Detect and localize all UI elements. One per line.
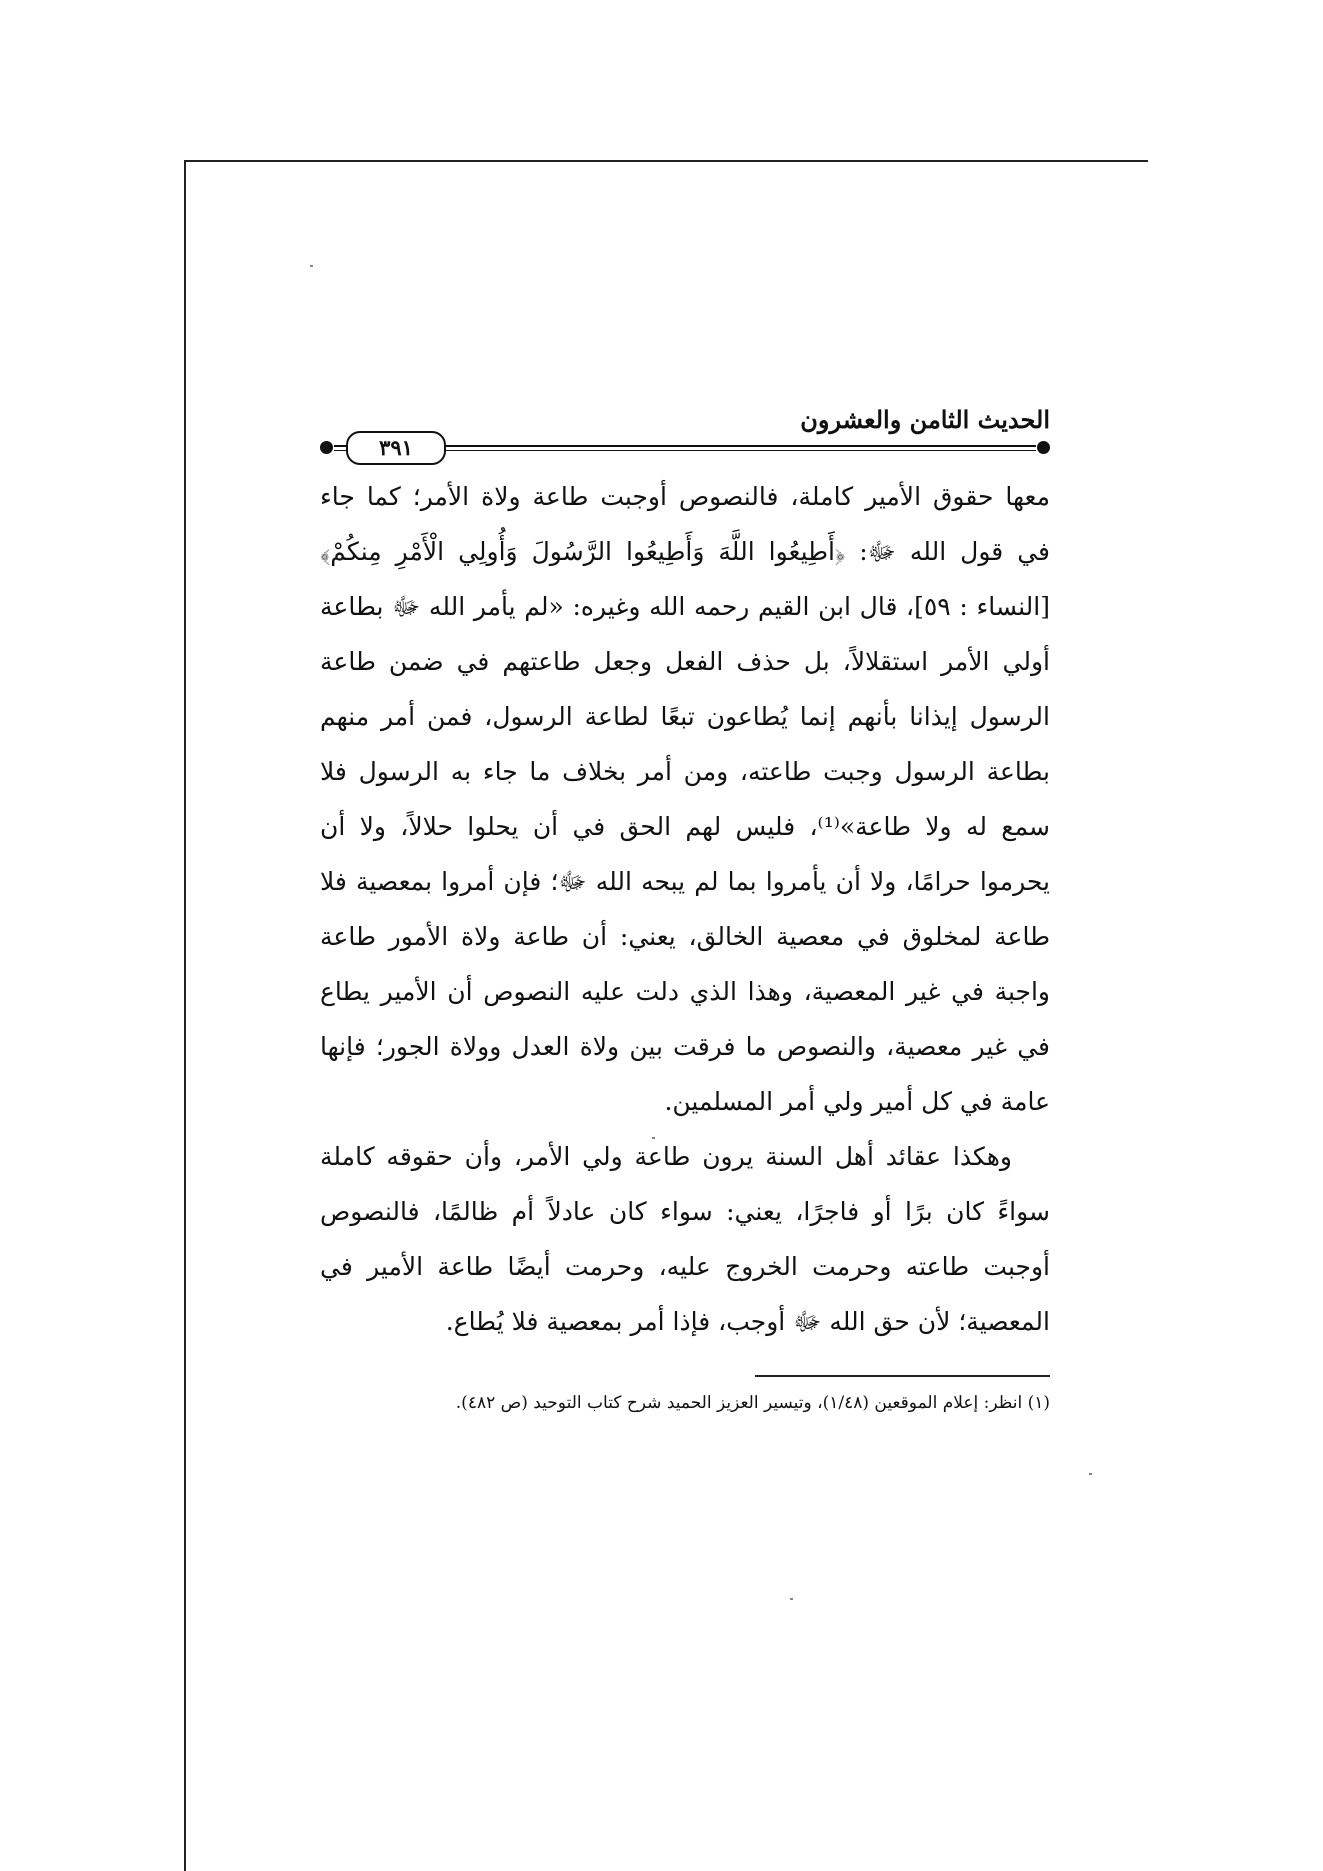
page-content [320,405,1050,1413]
page-frame-left-rule [184,160,186,1871]
paragraph: معها حقوق الأمير كاملة، فالنصوص أوجبت طاعة ولاة الأمر؛ كما جاء في قول الله ﷻ: ﴿أَطِيعُوا اللَّهَ وَأَطِيعُوا الرَّسُولَ وَأُولِي الْأَمْرِ مِنكُمْ﴾[النساء : ٥٩]، قال ابن القيم رحمه الله وغيره: «لم يأمر الله ﷻ بطاعة أولي الأمر استقلالاً، بل حذف الفعل وجعل طاعتهم في ضمن طاعة الرسول إيذانا بأنهم إنما يُطاعون تبعًا لطاعة الرسول، فمن أمر منهم بطاعة الرسول وجبت طاعته، ومن أمر بخلاف ما جاء به الرسول فلا سمع له ولا طاعة»⁽¹⁾، فليس لهم الحق في أن يحلوا حلالاً، ولا أن يحرموا حرامًا، ولا أن يأمروا بما لم يبحه الله ﷻ؛ فإن أمروا بمعصية فلا طاعة لمخلوق في معصية الخالق، يعني: أن طاعة ولاة الأمور طاعة واجبة في غير المعصية، وهذا الذي دلت عليه النصوص أن الأمير يطاع في غير معصية، والنصوص ما فرقت بين ولاة العدل وولاة الجور؛ فإنها عامة في كل أمير ولي أمر المسلمين. [320,482,1051,1116]
page-frame-top-rule [184,160,1148,162]
footnote-separator [755,1375,1050,1377]
scan-speck [790,1598,793,1600]
footnote: (١) انظر: إعلام الموقعين (١/٤٨)، وتيسير العزيز الحميد شرح كتاب التوحيد (ص ٤٨٢). [455,1393,1050,1413]
running-header [320,405,1050,463]
page-number: ٣٩١ [346,431,446,465]
ornament-dot-icon [1037,441,1050,454]
chapter-title: الحديث الثامن والعشرون [800,405,1050,434]
scan-speck [1089,1473,1092,1475]
scan-speck [310,265,313,267]
ornament-dot-icon [320,441,333,454]
main-text [320,469,1050,1349]
paragraph: وهكذا عقائد أهل السنة يرون طاعة ولي الأمر، وأن حقوقه كاملة سواءً كان برًا أو فاجرًا، يعني: سواء كان عادلاً أم ظالمًا، فالنصوص أوجبت طاعته وحرمت الخروج عليه، وحرمت أيضًا طاعة الأمير في المعصية؛ لأن حق الله ﷻ أوجب، فإذا أمر بمعصية فلا يُطاع. [320,1142,1050,1336]
